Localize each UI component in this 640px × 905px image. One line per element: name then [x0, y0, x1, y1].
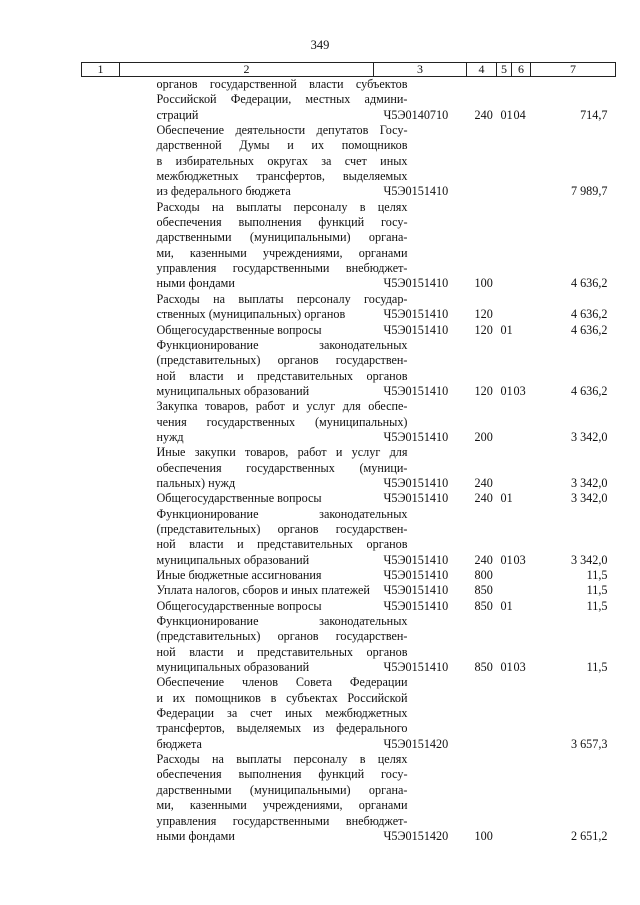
row-number-cell: [82, 123, 120, 200]
row-name-line: органов государственной власти субъектов: [156, 77, 408, 91]
row-subsection: [512, 752, 531, 844]
row-target-code: Ч5Э0151410: [383, 583, 449, 598]
row-name: [120, 599, 374, 614]
row-expense-type: 800: [474, 568, 493, 582]
row-name: [120, 123, 408, 200]
budget-table: [81, 62, 616, 844]
row-name-line: из федерального бюджета: [156, 184, 291, 199]
row-section: [497, 752, 512, 844]
column-header: 7: [531, 63, 616, 77]
row-subsection: [512, 675, 531, 752]
row-name-line: нужд: [156, 429, 184, 444]
row-name-line: Иные бюджетные ассигнования: [156, 568, 322, 582]
row-name: [120, 77, 408, 124]
row-subsection: [512, 123, 531, 200]
row-name-line: Расходы на выплаты персоналу государ-: [156, 291, 408, 306]
table-row: [82, 77, 616, 124]
row-name-line: (представительных) органов государствен-: [156, 353, 408, 368]
row-number-cell: [82, 292, 120, 323]
row-name-line: дарственной Думы и их помощников: [156, 138, 408, 153]
row-name-line: чения государственных (муниципальных): [156, 414, 408, 429]
row-amount: 4 636,2: [570, 383, 608, 398]
row-subsection: 04: [513, 107, 526, 122]
row-section: [497, 583, 512, 598]
row-name-line: дарственными (муниципальными) органа-: [156, 782, 408, 797]
row-name-line: управления государственными внебюджет-: [156, 813, 408, 828]
row-expense-type: 100: [474, 276, 493, 291]
row-expense-type: [467, 123, 497, 200]
row-name: [120, 491, 374, 506]
row-name-line: Уплата налогов, сборов и иных платежей: [156, 583, 370, 598]
row-name-line: ной власти и представительных органов: [156, 644, 408, 659]
row-amount: 714,7: [580, 107, 608, 122]
table-row: [82, 752, 616, 844]
row-name: [120, 323, 374, 338]
row-name-line: Расходы на выплаты персоналу в целях: [156, 752, 408, 767]
row-amount: 4 636,2: [570, 307, 608, 322]
row-name: [120, 445, 408, 491]
row-subsection: [512, 491, 531, 506]
row-subsection: [512, 323, 531, 338]
row-name-line: Иные закупки товаров, работ и услуг для: [156, 445, 408, 460]
row-name-line: Федерации за счет иных межбюджетных: [156, 706, 408, 721]
row-section: [497, 445, 512, 491]
row-expense-type: 240: [474, 552, 493, 567]
column-header: 3: [374, 63, 467, 77]
row-number-cell: [82, 752, 120, 844]
row-expense-type: 200: [474, 429, 493, 444]
row-name-line: (представительных) органов государствен-: [156, 629, 408, 644]
row-name-line: страций: [156, 107, 199, 122]
row-name-line: ми, казенными учреждениями, органами: [156, 798, 408, 813]
row-expense-type: 850: [474, 660, 493, 675]
row-name-line: ми, казенными учреждениями, органами: [156, 245, 408, 260]
row-expense-type: 850: [474, 583, 493, 598]
row-name-line: ной власти и представительных органов: [156, 368, 408, 383]
row-name-line: Российской Федерации, местных админи-: [156, 92, 408, 107]
row-target-code: Ч5Э0151410: [383, 184, 449, 199]
row-section: 01: [500, 322, 513, 337]
column-header: 4: [467, 63, 497, 77]
row-name-line: муниципальных образований: [156, 552, 310, 567]
row-number-cell: [82, 323, 120, 338]
row-section: [497, 675, 512, 752]
row-name-line: Общегосударственные вопросы: [156, 322, 322, 337]
row-number-cell: [82, 675, 120, 752]
row-target-code: Ч5Э0151410: [383, 598, 449, 613]
row-expense-type: [467, 675, 497, 752]
row-amount: 11,5: [586, 660, 608, 675]
row-name-line: муниципальных образований: [156, 660, 310, 675]
table-row: [82, 507, 616, 568]
row-amount: 11,5: [586, 568, 608, 582]
row-target-code: Ч5Э0151410: [383, 307, 449, 322]
row-section: 01: [500, 660, 513, 675]
table-row: [82, 599, 616, 614]
row-expense-type: 240: [474, 491, 493, 506]
row-name: [120, 199, 408, 292]
row-section: [497, 292, 512, 323]
row-name-line: управления государственными внебюджет-: [156, 261, 408, 276]
row-target-code: Ч5Э0151420: [383, 828, 449, 843]
row-name: [120, 568, 374, 583]
row-name-line: Функционирование законодательных: [156, 506, 408, 521]
row-section: [497, 568, 512, 583]
table-row: [82, 292, 616, 323]
row-name-line: ными фондами: [156, 276, 235, 291]
row-subsection: 03: [513, 552, 526, 567]
table-row: [82, 675, 616, 752]
row-name-line: бюджета: [156, 736, 202, 751]
row-name-line: Общегосударственные вопросы: [156, 598, 322, 613]
page-number: 349: [310, 38, 330, 52]
row-amount: 11,5: [586, 598, 608, 613]
row-section: 01: [500, 552, 513, 567]
row-subsection: [512, 445, 531, 491]
table-row: [82, 399, 616, 445]
row-target-code: Ч5Э0151410: [383, 660, 449, 675]
row-name-line: трансфертов, выделяемых из федерального: [156, 721, 408, 736]
row-section: [497, 200, 512, 292]
row-section: 01: [500, 383, 513, 398]
row-name-line: Функционирование законодательных: [156, 614, 408, 629]
row-amount: 4 636,2: [570, 322, 608, 337]
table-row: [82, 583, 616, 598]
row-number-cell: [82, 200, 120, 292]
row-section: [497, 123, 512, 200]
row-amount: 3 342,0: [570, 491, 608, 506]
row-target-code: Ч5Э0140710: [383, 107, 449, 122]
row-section: 01: [500, 107, 513, 122]
row-name-line: муниципальных образований: [156, 383, 310, 398]
row-target-code: Ч5Э0151410: [383, 568, 449, 582]
row-name-line: Функционирование законодательных: [156, 337, 408, 352]
row-amount: 4 636,2: [570, 276, 608, 291]
table-row: [82, 323, 616, 338]
row-subsection: [512, 200, 531, 292]
row-name-line: обеспечения выполнения функций госу-: [156, 767, 408, 782]
row-number-cell: [82, 507, 120, 568]
row-amount: 11,5: [586, 583, 608, 598]
row-subsection: [512, 599, 531, 614]
row-section: [497, 399, 512, 445]
row-number-cell: [82, 338, 120, 399]
row-target-code: Ч5Э0151410: [383, 429, 449, 444]
column-header: 5: [497, 63, 512, 77]
row-expense-type: 120: [474, 307, 493, 322]
row-name: [120, 291, 408, 323]
row-subsection: 03: [513, 660, 526, 675]
row-target-code: Ч5Э0151410: [383, 276, 449, 291]
row-section: 01: [500, 598, 513, 613]
row-amount: 3 342,0: [570, 552, 608, 567]
row-subsection: [512, 568, 531, 583]
row-name-line: обеспечения государственных (муници-: [156, 460, 408, 475]
row-target-code: Ч5Э0151410: [383, 322, 449, 337]
row-number-cell: [82, 445, 120, 491]
row-subsection: [512, 399, 531, 445]
row-number-cell: [82, 599, 120, 614]
row-name: [120, 337, 408, 399]
row-number-cell: [82, 399, 120, 445]
row-name-line: Общегосударственные вопросы: [156, 491, 322, 506]
table-row: [82, 614, 616, 675]
column-header: 1: [82, 63, 120, 77]
row-name-line: дарственными (муниципальными) органа-: [156, 230, 408, 245]
column-header: 6: [512, 63, 531, 77]
table-row: [82, 491, 616, 506]
row-number-cell: [82, 491, 120, 506]
row-amount: 7 989,7: [570, 184, 608, 199]
row-expense-type: 240: [474, 107, 493, 122]
row-name: [120, 583, 374, 598]
table-row: [82, 338, 616, 399]
row-name-line: Обеспечение деятельности депутатов Госу-: [156, 123, 408, 138]
row-name: [120, 675, 408, 752]
row-amount: 3 657,3: [570, 736, 608, 751]
row-amount: 3 342,0: [570, 475, 608, 490]
row-number-cell: [82, 614, 120, 675]
row-subsection: 03: [513, 383, 526, 398]
row-amount: 2 651,2: [570, 828, 608, 843]
row-name-line: Расходы на выплаты персоналу в целях: [156, 199, 408, 214]
row-name-line: Закупка товаров, работ и услуг для обеспе-: [156, 399, 408, 414]
column-header: 2: [120, 63, 374, 77]
row-section: 01: [500, 491, 513, 506]
row-expense-type: 100: [474, 828, 493, 843]
row-expense-type: 240: [474, 475, 493, 490]
table-row: [82, 568, 616, 583]
row-name: [120, 752, 408, 844]
row-number-cell: [82, 583, 120, 598]
table-row: [82, 200, 616, 292]
row-target-code: Ч5Э0151410: [383, 383, 449, 398]
row-target-code: Ч5Э0151420: [383, 736, 449, 751]
row-amount: 3 342,0: [570, 429, 608, 444]
row-target-code: Ч5Э0151410: [383, 491, 449, 506]
row-name-line: ной власти и представительных органов: [156, 537, 408, 552]
header-row: [82, 63, 616, 77]
row-name: [120, 399, 408, 445]
row-subsection: [512, 292, 531, 323]
row-name-line: обеспечения выполнения функций госу-: [156, 215, 408, 230]
row-number-cell: [82, 77, 120, 124]
row-name-line: (представительных) органов государствен-: [156, 521, 408, 536]
row-name-line: и их помощников в субъектах Российской: [156, 690, 408, 705]
row-target-code: Ч5Э0151410: [383, 552, 449, 567]
row-name: [120, 506, 408, 568]
row-name-line: ственных (муниципальных) органов: [156, 307, 346, 322]
row-subsection: [512, 583, 531, 598]
row-number-cell: [82, 568, 120, 583]
row-name-line: в избирательных округах за счет иных: [156, 153, 408, 168]
row-expense-type: 120: [474, 322, 493, 337]
row-name-line: Обеспечение членов Совета Федерации: [156, 675, 408, 690]
row-name: [120, 614, 408, 675]
row-expense-type: 850: [474, 598, 493, 613]
table-row: [82, 445, 616, 491]
row-name-line: межбюджетных трансфертов, выделяемых: [156, 169, 408, 184]
row-target-code: Ч5Э0151410: [383, 475, 449, 490]
table-row: [82, 123, 616, 200]
row-expense-type: 120: [474, 383, 493, 398]
row-name-line: ными фондами: [156, 828, 235, 843]
row-name-line: пальных) нужд: [156, 475, 236, 490]
